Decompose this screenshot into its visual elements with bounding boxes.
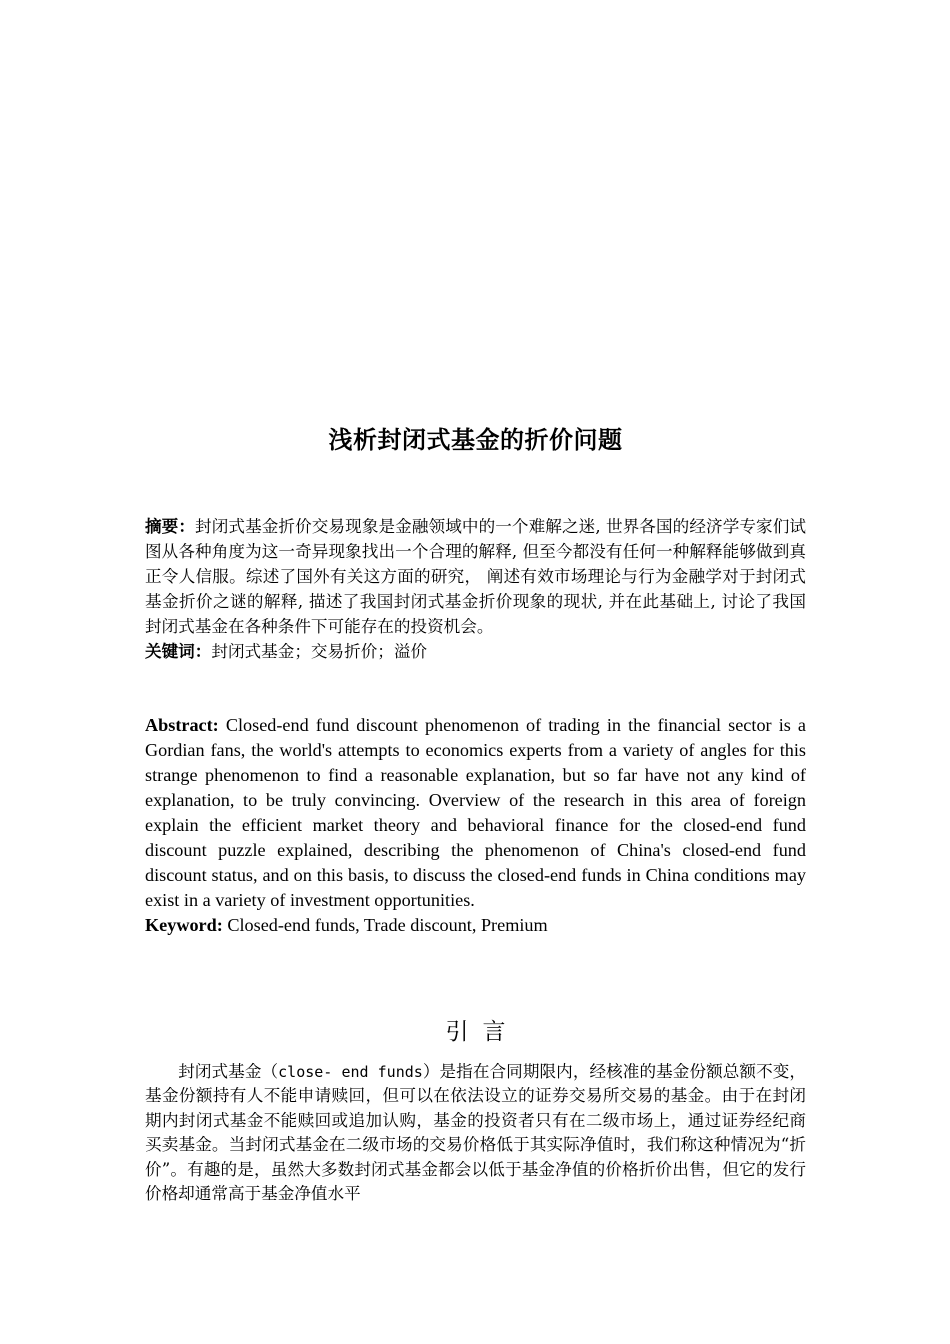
- english-keywords-label: Keyword:: [145, 915, 223, 935]
- chinese-keywords: [145, 639, 806, 664]
- document-title: 浅析封闭式基金的折价问题: [328, 426, 623, 454]
- intro-english-term: close- end funds: [278, 1063, 423, 1081]
- chinese-keywords-label: 关键词：: [145, 642, 212, 661]
- english-abstract-section: [145, 713, 806, 938]
- chinese-abstract-section: [145, 514, 806, 664]
- english-keywords-text: Closed-end funds, Trade discount, Premium: [222, 915, 548, 935]
- english-keywords: [145, 913, 806, 938]
- chinese-keywords-text: 封闭式基金；交易折价；溢价: [211, 642, 428, 661]
- chinese-abstract-text: 封闭式基金折价交易现象是金融领域中的一个难解之迷, 世界各国的经济学专家们试图从各种角度为这一奇异现象找出一个合理的解释, 但至今都没有任何一种解释能够做到真正令人信服。综述了国外有关这方面的研究， 阐述有效市场理论与行为金融学对于封闭式基金折价之谜的解释, 描述了我国封闭式基金折价现象的现状, 并在此基础上, 讨论了我国封闭式基金在各种条件下可能存在的投资机会。: [145, 517, 806, 636]
- chinese-abstract: [145, 514, 806, 639]
- english-abstract-label: Abstract:: [145, 715, 219, 735]
- chinese-abstract-label: 摘要：: [145, 517, 196, 536]
- english-abstract-text: Closed-end fund discount phenomenon of trading in the financial sector is a Gordian fans, the world's attempts to economics experts from a variety of angles for this strange phenomenon to find a reasonable explanation, but so far have not any kind of explanation, to be truly convincing. Overview of the research in this area of foreign explain the efficient market theory and behavioral finance for the closed-end fund discount puzzle explained, describing the phenomenon of China's closed-end fund discount status, and on this basis, to discuss the closed-end funds in China conditions may exist in a variety of investment opportunities.: [145, 715, 806, 910]
- introduction-paragraph: [145, 1060, 806, 1206]
- english-abstract: [145, 713, 806, 913]
- intro-text-before: 封闭式基金（: [178, 1062, 279, 1081]
- introduction-heading: 引言: [445, 1019, 520, 1045]
- intro-text-after: ）是指在合同期限内，经核准的基金份额总额不变，基金份额持有人不能申请赎回，但可以在依法设立的证券交易所交易的基金。由于在封闭期内封闭式基金不能赎回或追加认购，基金的投资者只有在二级市场上，通过证券经纪商买卖基金。当封闭式基金在二级市场的交易价格低于其实际净值时，我们称这种情况为“折价”。有趣的是，虽然大多数封闭式基金都会以低于基金净值的价格折价出售，但它的发行价格却通常高于基金净值水平: [145, 1062, 807, 1204]
